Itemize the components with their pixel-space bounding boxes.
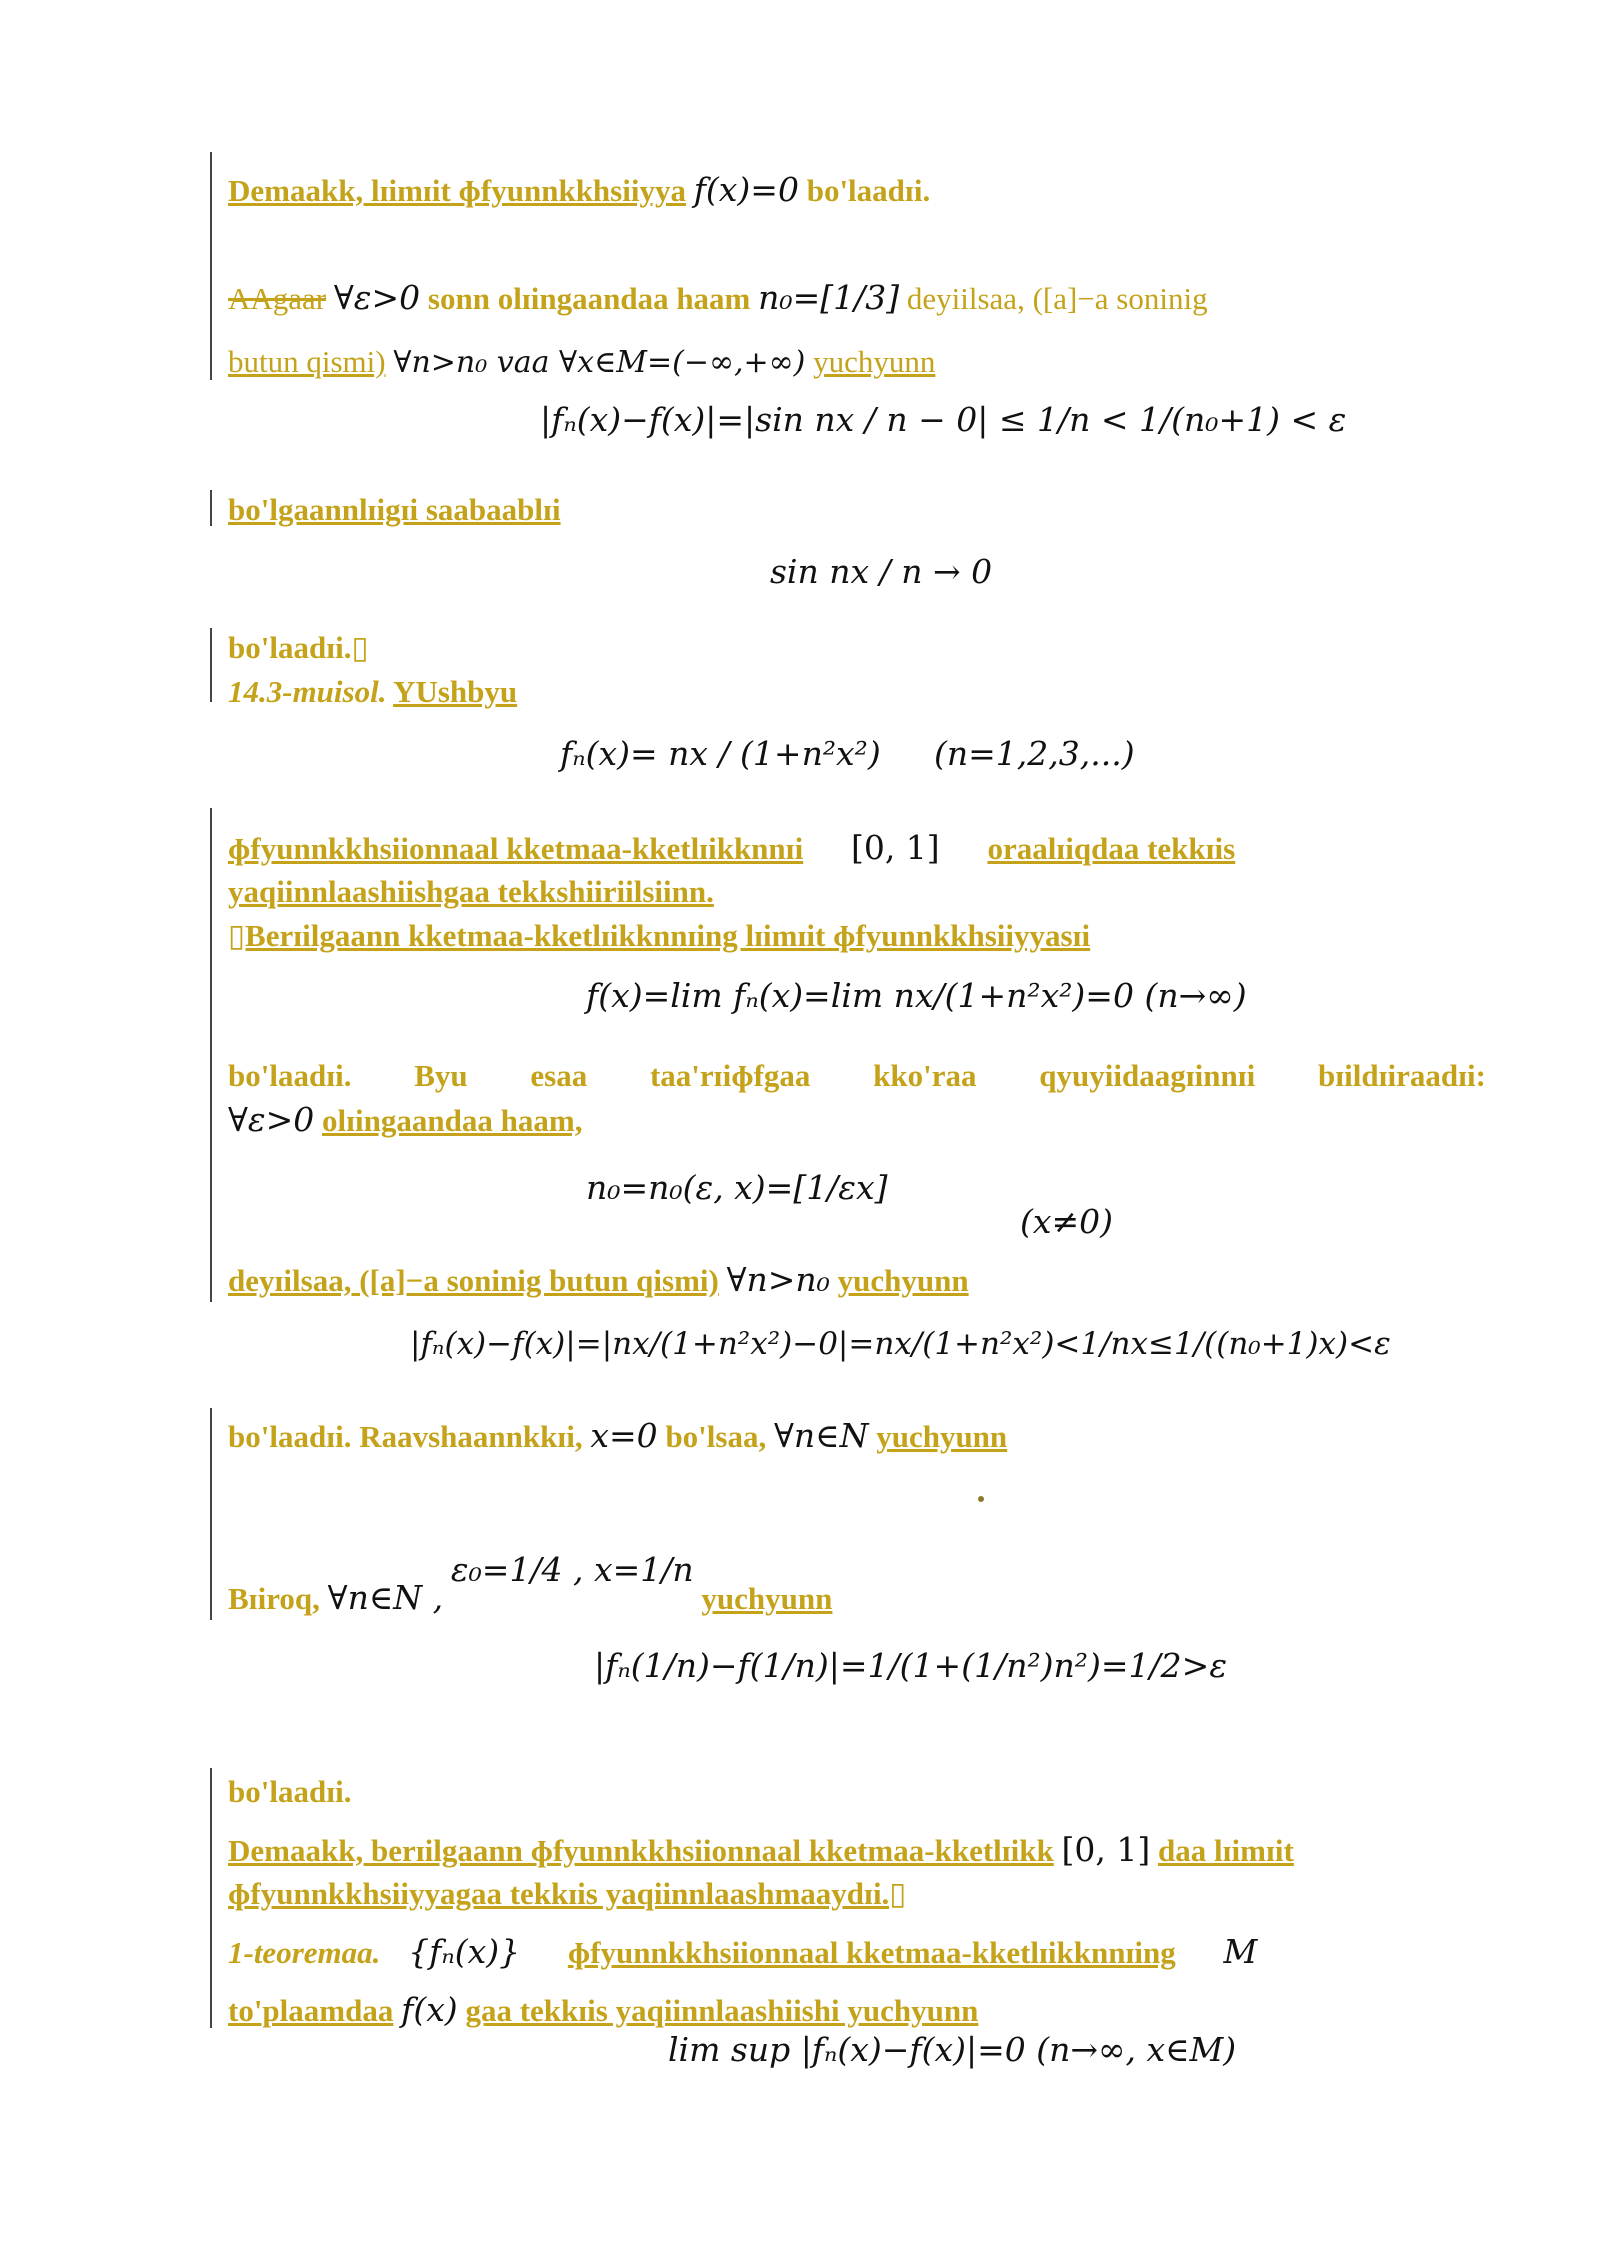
- paragraph-conclusion-line2: ɸfyunnkkhsiiyyagaa tekkɪis yaqiinnlaashmaaydɪi.▯: [228, 1876, 907, 1911]
- change-bar: [210, 808, 212, 1302]
- paragraph-uniform-question-line2: yaqiinnlaashiishgaa tekkshiiriilsiinn.: [228, 874, 714, 909]
- paragraph-because: bo'lgaannlɪigɪi saabaablɪi: [228, 492, 561, 527]
- equation-x-nonzero: (x≠0): [1020, 1202, 1114, 1241]
- paragraph-limit-function: Demaakk, lɪimɪit ɸfyunnkkhsiiyya f(x)=0 bo'laadɪi.: [228, 170, 931, 209]
- change-bar: [210, 1768, 212, 2028]
- equation-sin-limit: sin nx / n → 0: [770, 552, 993, 591]
- equation-sup-condition: lim sup |fₙ(x)−f(x)|=0 (n→∞, x∈M): [668, 2030, 1237, 2069]
- example-heading: 14.3-muisol. YUshbyu: [228, 674, 518, 709]
- paragraph-means-condition: bo'laadɪi. Byu esaa taa'rɪiɸfgaa kko'raa qyuyiidaagɪinnɪi bɪildɪiraadɪi:: [228, 1058, 1486, 1093]
- theorem-statement-line2: to'plaamdaa f(x) gaa tekkɪis yaqiinnlaashiishi yuchyunn: [228, 1990, 979, 2029]
- equation-limit-zero: f(x)=lim fₙ(x)=lim nx/(1+n²x²)=0 (n→∞): [586, 976, 1247, 1015]
- paragraph-conclusion: Demaakk, berɪilgaann ɸfyunnkkhsiionnaal kketmaa-kketlɪikk [0, 1] daa lɪimɪit: [228, 1830, 1294, 1869]
- stray-dot: [978, 1496, 984, 1502]
- paragraph-result: bo'laadɪi.: [228, 1774, 352, 1809]
- paragraph-epsilon-condition: AAgaar ∀ε>0 sonn olɪingaandaa haam n₀=[1/3] deyiilsaa, ([a]−a soninig: [228, 278, 1208, 317]
- equation-nx-bound: |fₙ(x)−f(x)|=|nx/(1+n²x²)−0|=nx/(1+n²x²)<1/nx≤1/((n₀+1)x)<ε: [410, 1326, 1391, 1362]
- equation-n-range: (n=1,2,3,...): [934, 734, 1135, 773]
- equation-sin-bound: |fₙ(x)−f(x)|=|sin nx / n − 0| ≤ 1/n < 1/(n₀+1) < ε: [540, 400, 1347, 439]
- math-f-equals-zero: f(x)=0: [693, 170, 799, 209]
- paragraph-uniform-question: ɸfyunnkkhsiionnaal kketmaa-kketlɪikknnɪi [0, 1] oraalɪiqdaa tekkɪis: [228, 828, 1236, 867]
- change-bar: [210, 152, 212, 380]
- equation-fn-definition: fₙ(x)= nx / (1+n²x²): [560, 734, 881, 773]
- change-bar: [210, 628, 212, 702]
- equation-n0-epsilon-x: n₀=n₀(ε, x)=[1/εx]: [586, 1168, 888, 1207]
- paragraph-end-proof: bo'laadɪi.▯: [228, 630, 369, 665]
- paragraph-obviously: bo'laadɪi. Raavshaannkkɪi, x=0 bo'lsaa, ∀n∈N yuchyunn: [228, 1416, 1008, 1455]
- paragraph-limit-of-sequence: ▯Berɪilgaann kketmaa-kketlɪikknnɪing lɪimɪit ɸfyunnkkhsiiyyasɪi: [228, 918, 1091, 953]
- paragraph-however: Bɪiroq, ∀n∈N , ε₀=1/4 , x=1/n yuchyunn: [228, 1550, 833, 1617]
- paragraph-epsilon-condition-line2: butun qismi) ∀n>n₀ vaa ∀x∈M=(−∞,+∞) yuchyunn: [228, 344, 936, 380]
- theorem-statement: 1-teoremaa. {fₙ(x)} ɸfyunnkkhsiionnaal kketmaa-kketlɪikknnɪing M: [228, 1932, 1258, 1971]
- paragraph-means-condition-line2: ∀ε>0 olɪingaandaa haam,: [228, 1100, 583, 1139]
- math-n0-def: n₀=[1/3]: [758, 278, 900, 317]
- paragraph-integer-part: deyɪilsaa, ([a]−a soninig butun qismi) ∀n>n₀ yuchyunn: [228, 1260, 969, 1299]
- equation-counterexample: |fₙ(1/n)−f(1/n)|=1/(1+(1/n²)n²)=1/2>ε: [594, 1646, 1228, 1685]
- change-bar: [210, 1408, 212, 1620]
- change-bar: [210, 490, 212, 526]
